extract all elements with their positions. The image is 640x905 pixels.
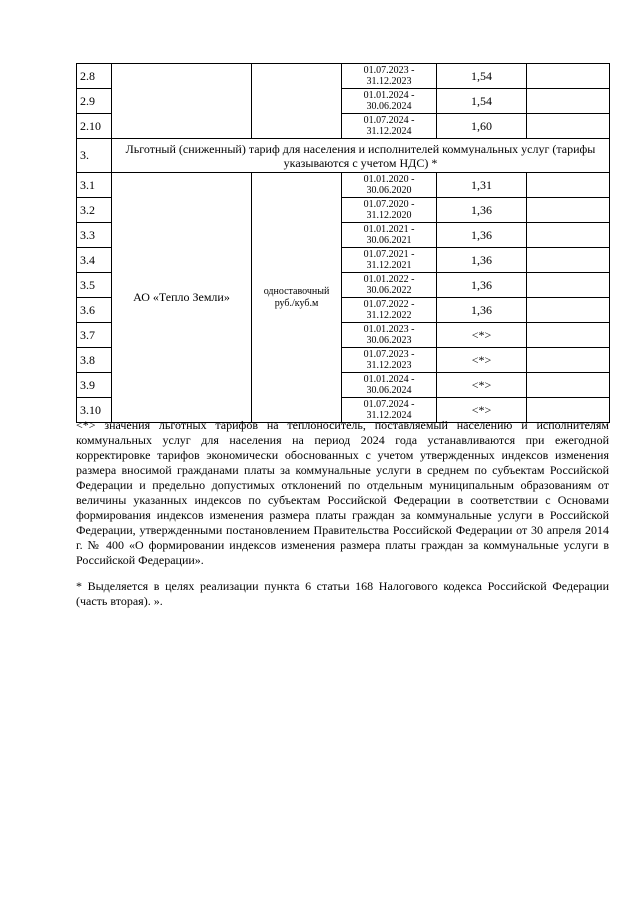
period-end: 30.06.2024 xyxy=(366,385,412,396)
period-start: 01.07.2023 - xyxy=(363,349,415,360)
period-start: 01.07.2021 - xyxy=(363,249,415,260)
period-start: 01.07.2024 - xyxy=(363,115,415,126)
period-start: 01.07.2023 - xyxy=(363,65,415,76)
row-number: 3.8 xyxy=(77,348,112,373)
row-number: 2.10 xyxy=(77,114,112,139)
period-start: 01.01.2024 - xyxy=(363,90,415,101)
period-start: 01.01.2024 - xyxy=(363,374,415,385)
tariff-value: <*> xyxy=(437,348,527,373)
tariff-value: 1,31 xyxy=(437,173,527,198)
period-cell xyxy=(342,373,437,398)
tariff-unit xyxy=(252,173,342,423)
unit-cell-empty xyxy=(252,64,342,139)
period-cell xyxy=(342,248,437,273)
period-end: 30.06.2020 xyxy=(366,185,412,196)
tariff-value: 1,60 xyxy=(437,114,527,139)
period-end: 31.12.2022 xyxy=(366,310,412,321)
period-start: 01.01.2020 - xyxy=(363,174,415,185)
section-heading: Льготный (сниженный) тариф для населения и исполнителей коммунальных услуг (тарифы указываются с учетом НДС) * xyxy=(112,139,610,173)
tariff-value: <*> xyxy=(437,373,527,398)
period-end: 31.12.2024 xyxy=(366,410,412,421)
section-heading-row xyxy=(77,139,610,173)
tariff-note: <*> значения льготных тарифов на теплоноситель, поставляемый населению и исполнителям коммунальных услуг для населения на период 2024 года устанавливаются при ежегодной корректировке тарифов экономически обоснованных с учетом утвержденных индексов изменения размера вносимой гражданами платы за коммунальные услуги в среднем по субъектам Российской Федерации и предельно допустимых отклонений по отдельным муниципальным образованиям от величины указанных индексов по субъектам Российской Федерации в соответствии с Основами формирования индексов изменения размера платы граждан за коммунальные услуги в Российской Федерации, утвержденными постановлением Правительства Российской Федерации от 30 апреля 2014 г. № 400 «О формировании индексов изменения размера платы граждан за коммунальные услуги в Российской Федерации». xyxy=(76,418,609,567)
empty-cell xyxy=(527,223,610,248)
empty-cell xyxy=(527,248,610,273)
empty-cell xyxy=(527,298,610,323)
period-end: 30.06.2024 xyxy=(366,101,412,112)
table-row xyxy=(77,64,610,89)
tariff-value: 1,54 xyxy=(437,89,527,114)
tariff-value: 1,36 xyxy=(437,223,527,248)
row-number: 3.1 xyxy=(77,173,112,198)
period-cell xyxy=(342,64,437,89)
period-cell xyxy=(342,223,437,248)
row-number: 3.2 xyxy=(77,198,112,223)
period-start: 01.01.2022 - xyxy=(363,274,415,285)
period-start: 01.01.2021 - xyxy=(363,224,415,235)
row-number: 3.7 xyxy=(77,323,112,348)
period-cell xyxy=(342,298,437,323)
period-cell xyxy=(342,114,437,139)
period-end: 31.12.2020 xyxy=(366,210,412,221)
empty-cell xyxy=(527,114,610,139)
vat-footnote: * Выделяется в целях реализации пункта 6 статьи 168 Налогового кодекса Российской Федерации (часть вторая). ». xyxy=(76,579,609,608)
row-number: 2.8 xyxy=(77,64,112,89)
tariff-value: 1,36 xyxy=(437,198,527,223)
tariff-type: одноставочный xyxy=(263,285,330,297)
row-number: 3.9 xyxy=(77,373,112,398)
row-number: 3.3 xyxy=(77,223,112,248)
tariff-value: 1,54 xyxy=(437,64,527,89)
row-number: 3.5 xyxy=(77,273,112,298)
empty-cell xyxy=(527,64,610,89)
period-end: 31.12.2023 xyxy=(366,76,412,87)
period-start: 01.07.2022 - xyxy=(363,299,415,310)
period-start: 01.01.2023 - xyxy=(363,324,415,335)
organization-cell-empty xyxy=(112,64,252,139)
row-number: 3.6 xyxy=(77,298,112,323)
tariff-measure: руб./куб.м xyxy=(274,297,319,309)
empty-cell xyxy=(527,173,610,198)
period-end: 30.06.2022 xyxy=(366,285,412,296)
period-cell xyxy=(342,198,437,223)
period-cell xyxy=(342,323,437,348)
empty-cell xyxy=(527,273,610,298)
period-cell xyxy=(342,348,437,373)
period-end: 31.12.2024 xyxy=(366,126,412,137)
period-cell xyxy=(342,89,437,114)
period-start: 01.07.2020 - xyxy=(363,199,415,210)
period-cell xyxy=(342,273,437,298)
empty-cell xyxy=(527,323,610,348)
row-number: 3.10 xyxy=(77,398,112,423)
row-number: 3.4 xyxy=(77,248,112,273)
tariff-value: <*> xyxy=(437,398,527,423)
period-end: 31.12.2021 xyxy=(366,260,412,271)
section-number: 3. xyxy=(77,139,112,173)
tariff-value: 1,36 xyxy=(437,298,527,323)
row-number: 2.9 xyxy=(77,89,112,114)
tariff-value: <*> xyxy=(437,323,527,348)
tariff-value: 1,36 xyxy=(437,248,527,273)
empty-cell xyxy=(527,348,610,373)
tariff-value: 1,36 xyxy=(437,273,527,298)
period-cell xyxy=(342,173,437,198)
period-end: 31.12.2023 xyxy=(366,360,412,371)
tariff-table xyxy=(76,63,610,423)
empty-cell xyxy=(527,198,610,223)
period-start: 01.07.2024 - xyxy=(363,399,415,410)
table-row xyxy=(77,173,610,198)
empty-cell xyxy=(527,373,610,398)
empty-cell xyxy=(527,89,610,114)
period-end: 30.06.2023 xyxy=(366,335,412,346)
period-end: 30.06.2021 xyxy=(366,235,412,246)
organization-name: АО «Тепло Земли» xyxy=(112,173,252,423)
